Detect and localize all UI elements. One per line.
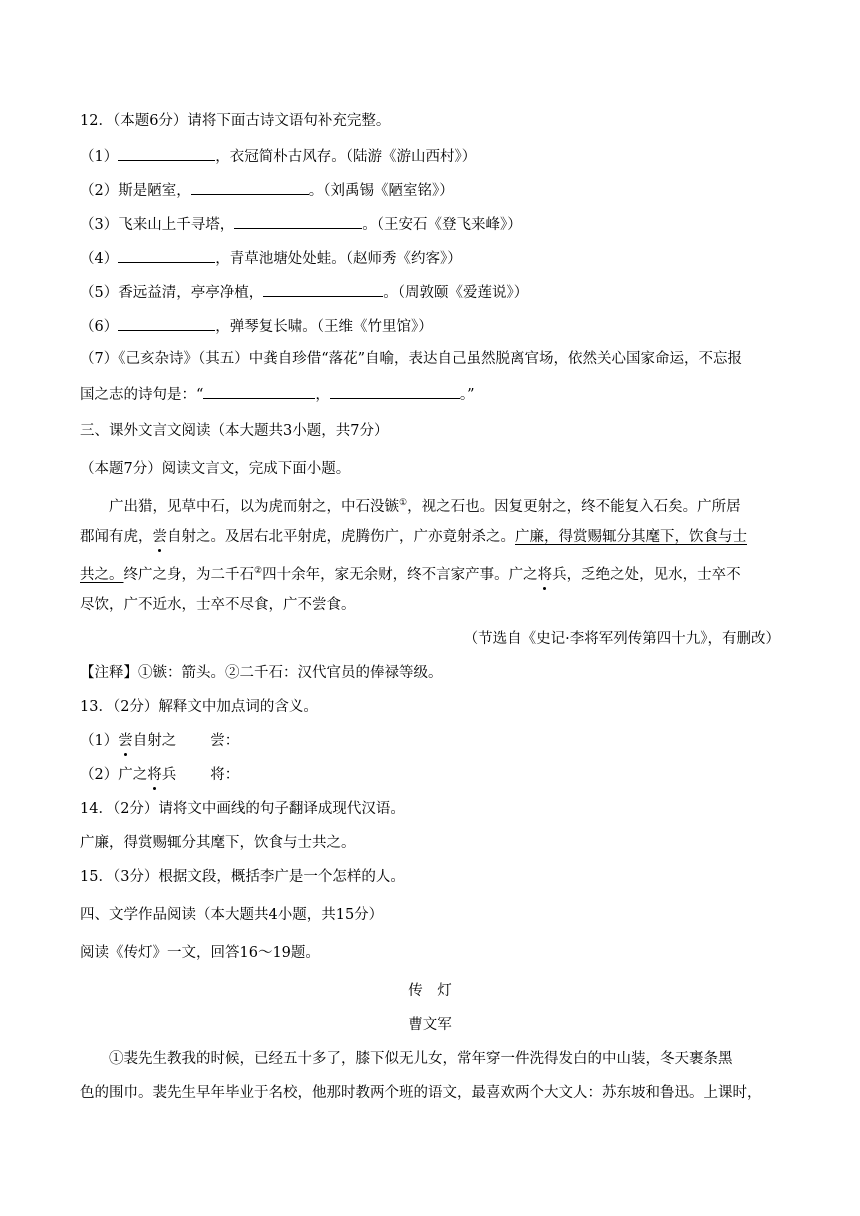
item-text: 。” (459, 387, 475, 403)
item-text: 。（刘禹锡《陋室铭》） (308, 183, 454, 199)
footnote-mark: ① (399, 498, 408, 508)
item-number: （6） (80, 319, 119, 335)
answer-blank[interactable] (330, 383, 460, 399)
article-para-1-line-2: 色的围巾。裴先生早年毕业于名校，他那时教两个班的语文，最喜欢两个大文人：苏东坡和鲁迅。上课时， (80, 1085, 762, 1101)
q12-item-1 (80, 145, 476, 167)
item-number: （3） (80, 217, 119, 233)
item-number: （2） (80, 183, 119, 199)
item-number: （1） (80, 149, 119, 165)
answer-label: 将： (210, 767, 240, 783)
item-number: （2） (80, 767, 119, 783)
answer-blank[interactable] (234, 213, 362, 229)
item-text: 广之 (118, 767, 148, 783)
section-3-intro: （本题7分）阅读文言文，完成下面小题。 (80, 461, 351, 477)
passage-text: ，视之石也。因复更射之，终不能复入石矣。广所居 (407, 498, 741, 515)
item-text: 国之志的诗句是：“ (80, 387, 204, 403)
item-text: ，青草池塘处处蛙。（赵师秀《约客》） (215, 251, 462, 267)
article-title: 传 灯 (408, 983, 452, 999)
question-14: 14．（2分）请将文中画线的句子翻译成现代汉语。 (80, 801, 405, 817)
item-text: 自射之 (132, 733, 177, 749)
article-author: 曹文军 (408, 1017, 452, 1033)
item-number: （5） (80, 285, 119, 301)
passage-text: 终广之身，为二千石 (123, 566, 254, 583)
q12-item-4 (80, 247, 462, 269)
item-text: ，弹琴复长啸。（王维《竹里馆》） (215, 319, 433, 335)
answer-blank[interactable] (263, 281, 383, 297)
passage-line-2 (80, 527, 747, 547)
item-text: 。（周敦颐《爱莲说》） (383, 285, 529, 301)
notes: 【注释】①镞：箭头。②二千石：汉代官员的俸禄等级。 (80, 665, 443, 681)
q12-item-7-line2 (80, 383, 475, 405)
dotted-word: 将 (537, 566, 553, 583)
q12-item-5 (80, 281, 528, 303)
q14-sentence: 广廉，得赏赐辄分其麾下，饮食与士共之。 (80, 835, 356, 851)
question-12-title: 12．（本题6分）请将下面古诗文语句补充完整。 (80, 113, 391, 129)
answer-blank[interactable] (203, 383, 315, 399)
footnote-mark: ② (254, 566, 263, 576)
passage-line-4: 尽饮，广不近水，士卒不尽食，广不尝食。 (80, 597, 356, 613)
passage-text: 自射之。及居右北平射虎，虎腾伤广，广亦竟射杀之。 (167, 529, 515, 545)
item-number: （1） (80, 733, 119, 749)
section-4-intro: 阅读《传灯》一文，回答16～19题。 (80, 945, 320, 961)
underlined-sentence: 共之。 (80, 566, 124, 583)
passage-source: （节选自《史记·李将军列传第四十九》，有删改） (463, 631, 780, 647)
item-text: ， (315, 387, 330, 403)
item-text: 香远益清，亭亭净植， (118, 285, 264, 301)
item-text: 兵 (161, 767, 177, 783)
answer-blank[interactable] (118, 315, 215, 331)
answer-blank[interactable] (118, 247, 215, 263)
section-3-heading: 三、课外文言文阅读（本大题共3小题，共7分） (80, 423, 389, 439)
passage-line-1 (109, 493, 741, 517)
answer-blank[interactable] (191, 179, 309, 195)
passage-line-3 (80, 561, 741, 585)
item-number: （4） (80, 251, 119, 267)
dotted-word: 将 (147, 767, 162, 783)
question-15: 15．（3分）根据文段，概括李广是一个怎样的人。 (80, 869, 405, 885)
item-text: 斯是陋室， (118, 183, 191, 199)
q13-item-1 (80, 731, 239, 751)
dotted-word: 尝 (152, 529, 167, 545)
answer-blank[interactable] (118, 145, 215, 161)
passage-text: 四十余年，家无余财，终不言家产事。广之 (262, 566, 538, 583)
q12-item-7-line1: （7）《己亥杂诗》（其五）中龚自珍借“落花”自喻，表达自己虽然脱离官场，依然关心国家命运，不忘报 (80, 351, 743, 367)
q12-item-2 (80, 179, 454, 201)
underlined-sentence: 广廉，得赏赐辄分其麾下，饮食与士 (515, 529, 747, 545)
section-4-heading: 四、文学作品阅读（本大题共4小题，共15分） (80, 907, 384, 923)
answer-label: 尝： (210, 733, 240, 749)
question-13: 13．（2分）解释文中加点词的含义。 (80, 699, 318, 715)
article-para-1-line-1: ①裴先生教我的时候，已经五十多了，膝下似无儿女，常年穿一件洗得发白的中山装，冬天裹条黑 (109, 1051, 733, 1067)
passage-text: 广出猎，见草中石，以为虎而射之，中石没镞 (109, 498, 399, 515)
item-text: ，衣冠简朴古风存。（陆游《游山西村》） (215, 149, 477, 165)
passage-text: 兵，乏绝之处，见水，士卒不 (552, 566, 741, 583)
item-text: 。（王安石《登飞来峰》） (362, 217, 522, 233)
dotted-word: 尝 (118, 733, 133, 749)
q12-item-3 (80, 213, 522, 235)
item-text: 飞来山上千寻塔， (118, 217, 235, 233)
q12-item-6 (80, 315, 433, 337)
q13-item-2 (80, 765, 239, 785)
passage-text: 郡闻有虎， (80, 529, 153, 545)
